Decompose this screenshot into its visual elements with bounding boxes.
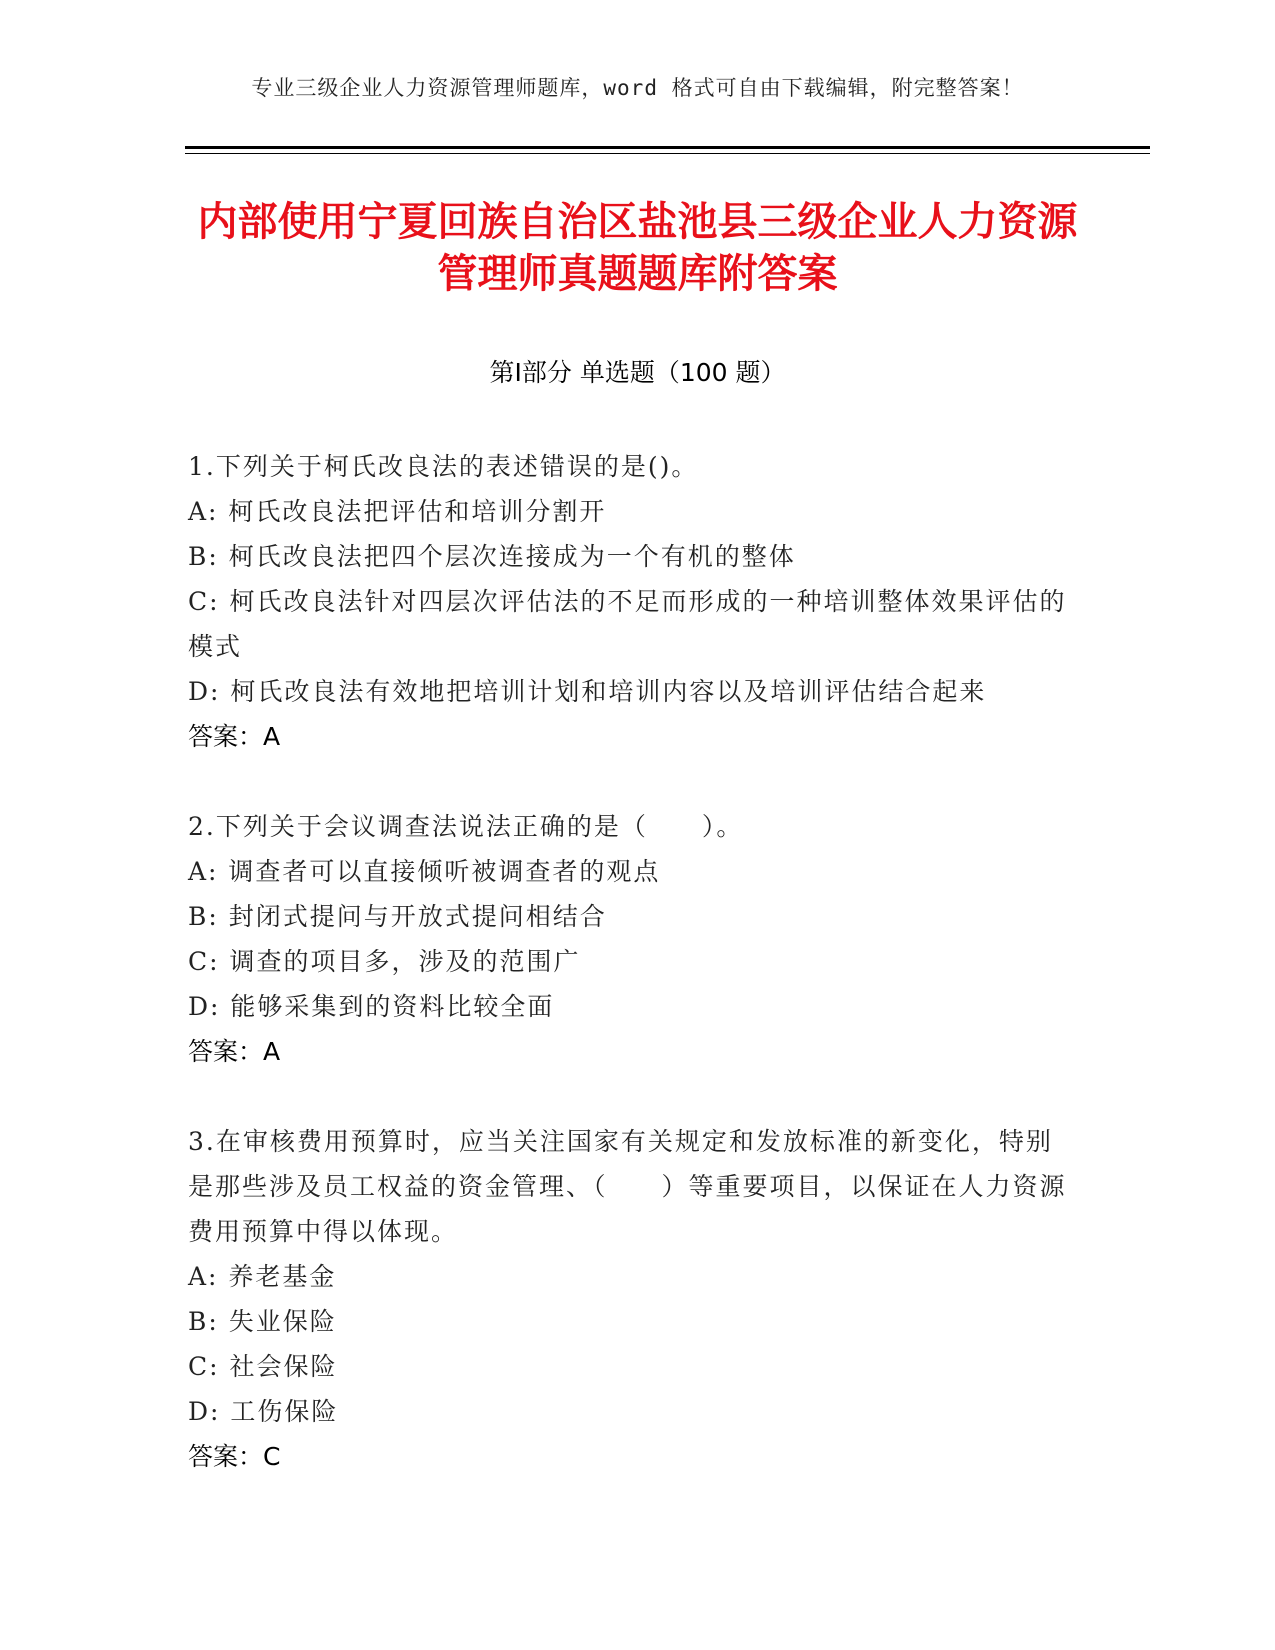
answer: 答案：A [188,722,281,751]
option-d: D: 柯氏改良法有效地把培训计划和培训内容以及培训评估结合起来 [188,677,987,706]
option-c: C: 柯氏改良法针对四层次评估法的不足而形成的一种培训整体效果评估的模式 [188,587,1067,661]
option-b: B: 柯氏改良法把四个层次连接成为一个有机的整体 [188,542,796,571]
header-rule-thick [185,146,1150,149]
option-a: A: 调查者可以直接倾听被调查者的观点 [188,857,661,886]
option-a: A: 养老基金 [188,1262,337,1291]
option-c: C: 调查的项目多，涉及的范围广 [188,947,581,976]
document-title: 内部使用宁夏回族自治区盐池县三级企业人力资源管理师真题题库附答案 [197,199,1078,297]
option-d: D: 能够采集到的资料比较全面 [188,992,555,1021]
question-stem: 2.下列关于会议调查法说法正确的是（ ）。 [188,812,744,841]
header-rule-thin [185,153,1150,154]
option-a: A: 柯氏改良法把评估和培训分割开 [188,497,607,526]
option-b: B: 封闭式提问与开放式提问相结合 [188,902,607,931]
question-3 [188,1119,1078,1479]
answer: 答案：A [188,1037,281,1066]
option-b: B: 失业保险 [188,1307,337,1336]
question-2 [188,804,1078,1074]
option-c: C: 社会保险 [188,1352,338,1381]
question-stem: 1.下列关于柯氏改良法的表述错误的是()。 [188,452,699,481]
section-heading: 第Ⅰ部分 单选题（100 题） [489,358,786,387]
answer: 答案：C [188,1442,281,1471]
question-list [188,444,1078,1524]
option-d: D: 工伤保险 [188,1397,339,1426]
question-stem: 3.在审核费用预算时，应当关注国家有关规定和发放标准的新变化，特别是那些涉及员工权益的资金管理、（ ）等重要项目，以保证在人力资源费用预算中得以体现。 [188,1127,1067,1246]
page-header: 专业三级企业人力资源管理师题库，word 格式可自由下载编辑，附完整答案！ [251,76,1024,100]
question-1 [188,444,1078,759]
